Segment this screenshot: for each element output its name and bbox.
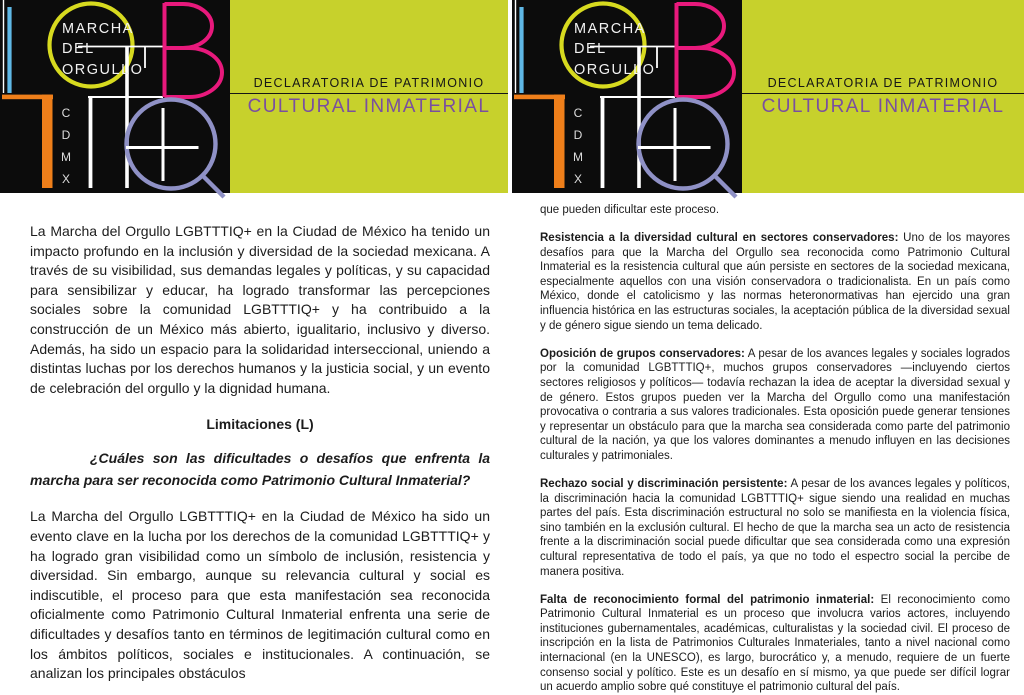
logo-text-del: DEL	[574, 41, 607, 57]
banner-divider-line	[230, 93, 508, 94]
right-page-body	[540, 203, 1010, 695]
section-title: Rechazo social y discriminación persistente:	[540, 478, 788, 490]
marcha-orgullo-cdmx-logo-icon	[512, 0, 742, 200]
heading-limitaciones: Limitaciones (L)	[206, 416, 314, 433]
marcha-orgullo-cdmx-logo-icon	[0, 0, 230, 200]
section-text: El reconocimiento como Patrimonio Cultural Inmaterial es un proceso que involucra varios actores, incluyendo instituciones gubernamentales, académicas, culturalistas y la sociedad civil. El proceso de inscripción en la lista de Patrimonios Culturales Inmateriales, tanto a nivel nacional como internacional (en la UNESCO), es largo, burocrático y, a menudo, requiere de un fuerte consenso social y político. Este es un desafío en sí mismo, ya que puede ser difícil lograr un acuerdo amplio sobre qué constituye el patrimonio cultural del país.	[540, 593, 1010, 694]
logo-text-cdmx-m: M	[61, 150, 71, 164]
section-title: Falta de reconocimiento formal del patrimonio inmaterial:	[540, 593, 875, 606]
left-page-body	[30, 222, 490, 684]
section-oposicion	[540, 347, 1010, 464]
page-header	[0, 0, 512, 200]
section-title: Resistencia a la diversidad cultural en sectores conservadores:	[540, 232, 899, 245]
banner-divider-line	[742, 93, 1024, 94]
logo-text-cdmx-d: D	[573, 128, 583, 142]
logo-text-marcha: MARCHA	[574, 21, 646, 37]
section-falta-reconocimiento	[540, 593, 1010, 695]
section-text: Uno de los mayores desafíos para que la Marcha del Orgullo sea reconocida como Patrimonio Cultural Inmaterial es la resistencia cultural que aún persiste en sectores de la sociedad mexicana, especialmente aquellos con una visión conservadora o tradicionalista. En un país como México, donde el catolicismo y las normas heteronormativas han ejercido una gran influencia histórica en las estructuras sociales, la aceptación pública de la diversidad sexual y de género sigue siendo un tema delicado.	[540, 232, 1010, 332]
section-text: A pesar de los avances legales y sociales logrados por la comunidad LGBTTTIQ+, muchos grupos conservadores —incluyendo ciertos sectores religiosos y políticos— todavía rechazan la idea de aceptar la diversidad sexual y de género. Estos grupos pueden ver la Marcha del Orgullo como una manifestación provocativa o contraria a sus valores tradicionales. Esta oposición puede generar tensiones y representar un obstáculo para que la marcha sea considerada como parte del patrimonio cultural de la nación, ya que los valores dominantes a menudo influyen en las decisiones culturales y patrimoniales.	[540, 347, 1010, 462]
page-right	[512, 0, 1024, 694]
logo-text-orgullo: ORGULLO	[62, 62, 144, 78]
paragraph-key-event: La Marcha del Orgullo LGBTTTIQ+ en la Ciudad de México ha sido un evento clave en la lucha por los derechos de la comunidad LGBTTTIQ+ y ha logrado gran visibilidad como un símbolo de inclusión, resistencia y diversidad. Sin embargo, aunque su relevancia cultural y social es indiscutible, el proceso para que esta manifestación sea reconocida oficialmente como Patrimonio Cultural Inmaterial enfrenta una serie de dificultades y desafíos tanto en términos de legitimación cultural como en los ámbitos políticos, sociales e institucionales. A continuación, se analizan los principales obstáculos	[30, 508, 490, 682]
banner-title-line1: DECLARATORIA DE PATRIMONIO	[253, 76, 485, 90]
logo-text-cdmx-d: D	[61, 128, 71, 142]
letter-t-orange-stem-icon	[554, 95, 565, 188]
page-left	[0, 0, 512, 682]
question-paragraph: ¿Cuáles son las dificultades o desafíos que enfrenta la marcha para ser reconocida como Patrimonio Cultural Inmaterial?	[30, 450, 490, 488]
paragraph-intro-continuation: que pueden dificultar este proceso.	[540, 204, 720, 216]
letter-t-orange-stem-icon	[42, 95, 53, 188]
logo-text-del: DEL	[62, 41, 95, 57]
declaratoria-banner	[230, 0, 508, 193]
paragraph-impact: La Marcha del Orgullo LGBTTTIQ+ en la Ciudad de México ha tenido un impacto profundo en la inclusión y diversidad de la sociedad mexicana. A través de su visibilidad, sus demandas legales y políticas, y su capacidad para sensibilizar y educar, ha logrado transformar las percepciones sociales sobre la comunidad LGBTTTIQ+ y ha contribuido a la construcción de un México más abierto, igualitario, inclusivo y diverso. Además, ha sido un espacio para la solidaridad interseccional, uniendo a distintas luchas por los derechos humanos y la justicia social, y un evento de celebración del orgullo y la dignidad humana.	[30, 223, 490, 396]
logo-text-cdmx-c: C	[573, 106, 583, 120]
banner-title-line1: DECLARATORIA DE PATRIMONIO	[767, 76, 999, 90]
banner-title-line2: CULTURAL INMATERIAL	[761, 96, 1005, 117]
logo-text-cdmx-x: X	[573, 172, 583, 186]
page-header	[512, 0, 1024, 200]
logo-text-cdmx-x: X	[61, 172, 71, 186]
section-rechazo	[540, 477, 1010, 579]
banner-title-line2: CULTURAL INMATERIAL	[247, 96, 491, 117]
section-title: Oposición de grupos conservadores:	[540, 347, 745, 360]
logo-text-cdmx-c: C	[61, 106, 71, 120]
section-resistencia	[540, 231, 1010, 333]
logo-text-cdmx-m: M	[573, 150, 583, 164]
section-text: A pesar de los avances legales y políticos, la discriminación hacia la comunidad LGBTTTIQ+ sigue siendo una realidad en muchas partes del país. Esta discriminación estructural no solo se manifiesta en la violencia física, sino también en la exclusión cultural. El hecho de que la marcha sea un acto de resistencia frente a la discriminación social puede dificultar que sea considerada como una expresión cultural representativa de todo el país, ya que no todo el espectro social la percibe de manera positiva.	[540, 478, 1011, 578]
declaratoria-banner	[742, 0, 1024, 193]
logo-text-orgullo: ORGULLO	[574, 62, 656, 78]
logo-text-marcha: MARCHA	[62, 21, 134, 37]
